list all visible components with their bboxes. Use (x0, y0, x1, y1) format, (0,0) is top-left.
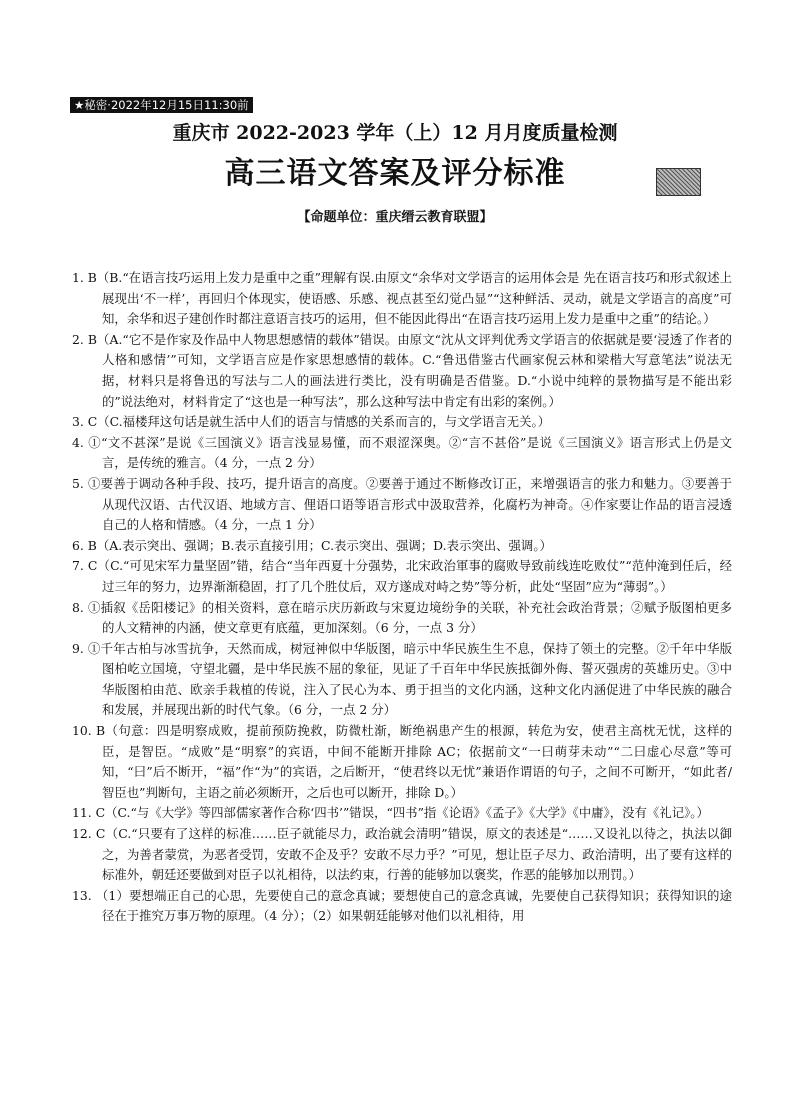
answer-item: 9. ①千年古柏与冰雪抗争，天然而成，树冠神似中华版图，暗示中华民族生生不息，保持了领土的完整。②千年中华版图柏屹立国境，守望北疆，是中华民族不屈的象征，见证了千百年中华民族抵御外侮、誓灭强虏的英雄历史。③中华版图柏由范、欧亲手栽植的传说，注入了民心为本、勇于担当的文化内涵，这种文化内涵促进了中华民族的融合和发展，并展现出新的时代气象。（6 分，一点 2 分） (72, 640, 732, 718)
answer-item: 8. ①插叙《岳阳楼记》的相关资料，意在暗示庆历新政与宋夏边境纷争的关联，补充社会政治背景；②赋予版图柏更多的人文精神的内涵，使文章更有底蕴，更加深刻。（6 分，一点 3 分） (72, 599, 732, 636)
answer-item: 2. B（A.“它不是作家及作品中人物思想感情的载体”错误。由原文“沈从文评判优秀文学语言的依据就是要‘浸透了作者的人格和感情’”可知，文学语言应是作家思想感情的载体。C.“鲁迅借鉴古代画家倪云林和梁楷大写意笔法”说法无据，材料只是将鲁迅的写法与二人的画法进行类比，没有明确是否借鉴。D.“小说中纯粹的景物描写是不能出彩的”说法绝对，材料肯定了“这也是一种写法”，那么这种写法中肯定有出彩的案例。） (72, 331, 732, 409)
issuing-unit: 【命题单位：重庆缙云教育联盟】 (297, 210, 493, 225)
answer-item: 13. （1）要想端正自己的心思，先要使自己的意念真诚；要想使自己的意念真诚，先要使自己获得知识；获得知识的途径在于推究万事万物的原理。（4 分）；（2）如果朝廷能够对他们以礼相待，用 (72, 887, 732, 924)
document-title: 高三语文答案及评分标准 (224, 156, 566, 191)
answer-item: 1. B（B.“在语言技巧运用上发力是重中之重”理解有误.由原文“余华对文学语言的运用体会是 先在语言技巧和形式叙述上展现出‘不一样’，再回归个体现实，使语感、乐感、视点甚至幻觉凸显”“这种鲜活、灵动，就是文学语言的高度”可知，余华和迟子建创作时都注意语言技巧的运用，但不能因此得出“在语言技巧运用上发力是重中之重”的结论。） (72, 270, 732, 327)
exam-title: 重庆市 2022-2023 学年（上）12 月月度质量检测 (172, 122, 618, 144)
answer-item: 6. B（A.表示突出、强调；B.表示直接引用；C.表示突出、强调；D.表示突出、强调。） (72, 537, 552, 553)
answer-list (72, 268, 732, 927)
answer-item: 7. C（C.“可见宋军力量坚固”错，结合“当年西夏十分强势，北宋政治軍事的腐败导致前线连吃败仗”“范仲淹到任后，经过三年的努力，边界渐渐稳固，打了几个胜仗后，双方遂成对峙之势”等分析，此处“坚固”应为“薄弱”。） (72, 558, 732, 594)
answer-item: 10. B（句意：四是明察成败，提前预防挽救，防微杜渐，断绝祸患产生的根源，转危为安，使君主高枕无忧，这样的臣，是智臣。“成败”是“明察”的宾语，中间不能断开排除 AC；依据前文“一曰萌芽未动”“二曰虚心尽意”等可知，“曰”后不断开，“福”作“为”的宾语，之后断开，“使君终以无忧”兼语作谓语的句子，之间不可断开，“如此者/智臣也”判断句，主语之前必须断开，之后也可以断开，排除 D。） (72, 723, 732, 800)
answer-item: 5. ①要善于调动各种手段、技巧，提升语言的高度。②要善于通过不断修改订正，来增强语言的张力和魅力。③要善于从现代汉语、古代汉语、地域方言、俚语口语等语言形式中汲取营养，化腐朽为神奇。④作家要让作品的语言浸透自己的人格和情感。（4 分，一点 1 分） (72, 475, 732, 533)
answer-item: 11. C（C.“与《大学》等四部儒家著作合称‘四书’”错误，“四书”指《论语》《孟子》《大学》《中庸》，没有《礼记》。） (72, 805, 709, 821)
watermark-stamp (656, 168, 701, 196)
answer-item: 4. ①“文不甚深”是说《三国演义》语言浅显易懂，而不艰涩深奥。②“言不甚俗”是说《三国演义》语言形式上仍是文言，是传统的雅言。（4 分，一点 2 分） (72, 434, 732, 471)
answer-item: 12. C（C.“只要有了这样的标准……臣子就能尽力，政治就会清明”错误，原文的表述是“……又设礼以待之，执法以御之，为善者蒙赏，为恶者受罚，安敢不企及乎？安敢不尽力乎？”可见，想让臣子尽力、政治清明，出了要有这样的标准外，朝廷还要做到对臣子以礼相待，以法约束，行善的能够加以褒奖，作恶的能够加以刑罚。） (72, 826, 732, 883)
answer-item: 3. C（C.福楼拜这句话是就生活中人们的语言与情感的关系而言的，与文学语言无关。） (72, 414, 551, 430)
confidential-label: ★秘密·2022年12月15日11:30前 (70, 97, 253, 113)
